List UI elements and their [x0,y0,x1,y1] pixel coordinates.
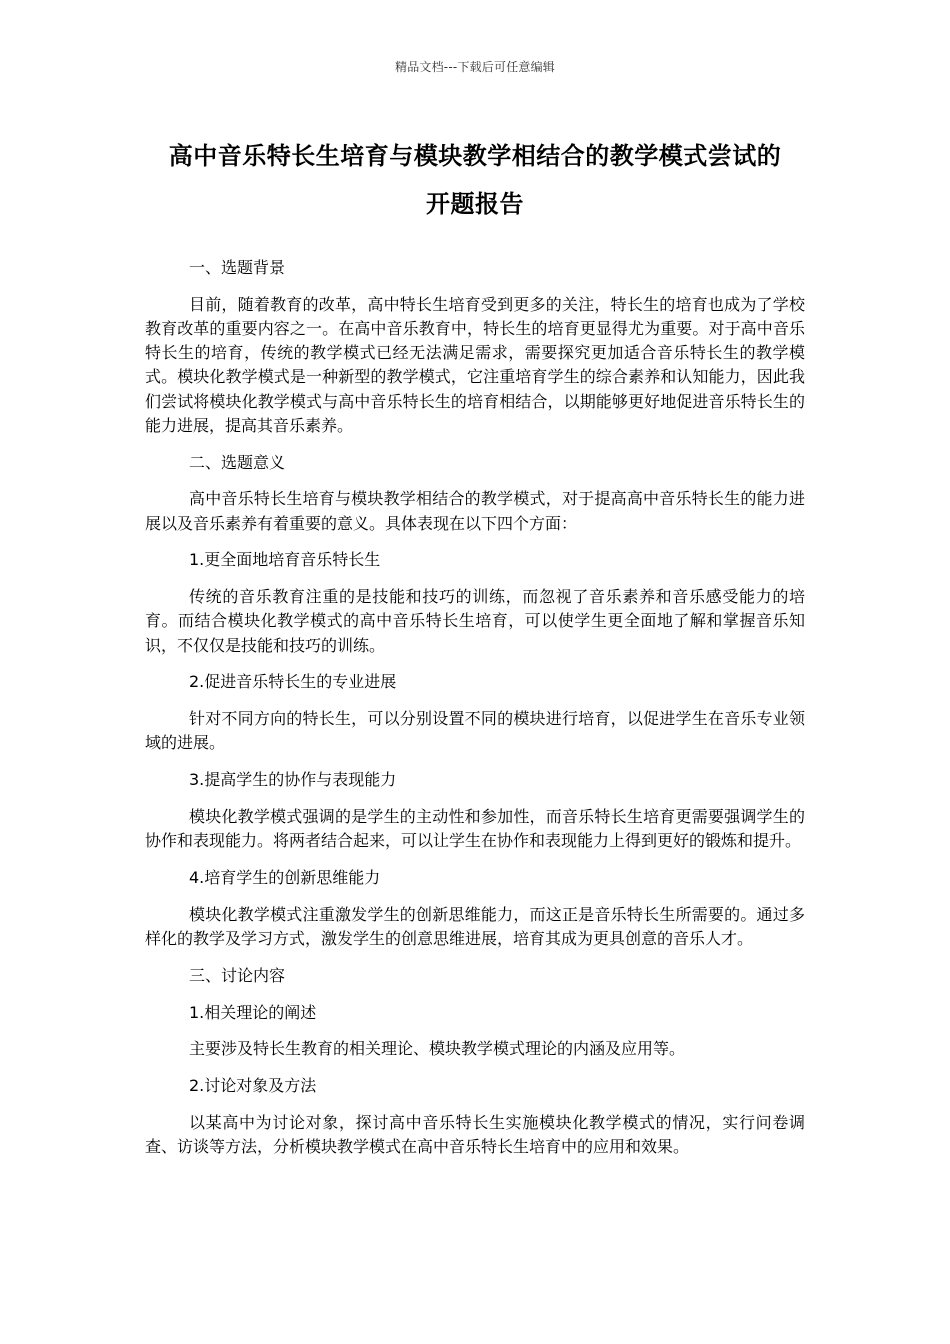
title-line-1: 高中音乐特长生培育与模块教学相结合的教学模式尝试的 [168,142,782,170]
paragraph-theory: 主要涉及特长生教育的相关理论、模块教学模式理论的内涵及应用等。 [189,1039,686,1059]
document-body [145,256,805,1172]
subheading-collaboration: 3.提高学生的协作与表现能力 [189,770,397,790]
paragraph-significance-intro: 高中音乐特长生培育与模块教学相结合的教学模式，对于提高高中音乐特长生的能力进展以及音乐素养有着重要的意义。具体表现在以下四个方面： [145,489,805,533]
section-heading-significance: 二、选题意义 [189,452,286,472]
document-title [120,132,830,228]
section-heading-background: 一、选题背景 [189,258,286,277]
paragraph-professional: 针对不同方向的特长生，可以分别设置不同的模块进行培育，以促进学生在音乐专业领域的进展。 [145,709,805,753]
subheading-professional: 2.促进音乐特长生的专业进展 [189,672,397,692]
paragraph-method: 以某高中为讨论对象，探讨高中音乐特长生实施模块化教学模式的情况，实行问卷调查、访谈等方法，分析模块教学模式在高中音乐特长生培育中的应用和效果。 [145,1112,805,1157]
paragraph-innovation: 模块化教学模式注重激发学生的创新思维能力，而这正是音乐特长生所需要的。通过多样化的教学及学习方式，激发学生的创意思维进展，培育其成为更具创意的音乐人才。 [145,904,805,948]
subheading-theory: 1.相关理论的阐述 [189,1002,317,1022]
subheading-method: 2.讨论对象及方法 [189,1076,317,1096]
subheading-comprehensive: 1.更全面地培育音乐特长生 [189,550,381,570]
header-note: 精品文档---下载后可任意编辑 [395,60,555,74]
subheading-innovation: 4.培育学生的创新思维能力 [189,868,381,887]
title-line-2: 开题报告 [426,190,524,218]
paragraph-collaboration: 模块化教学模式强调的是学生的主动性和参加性，而音乐特长生培育更需要强调学生的协作和表现能力。将两者结合起来，可以让学生在协作和表现能力上得到更好的锻炼和提升。 [145,807,805,851]
paragraph-comprehensive: 传统的音乐教育注重的是技能和技巧的训练，而忽视了音乐素养和音乐感受能力的培育。而结合模块化教学模式的高中音乐特长生培育，可以使学生更全面地了解和掌握音乐知识，不仅仅是技能和技巧的训练。 [145,587,805,655]
section-heading-content: 三、讨论内容 [189,965,286,985]
paragraph-background: 目前，随着教育的改革，高中特长生培育受到更多的关注，特长生的培育也成为了学校教育改革的重要内容之一。在高中音乐教育中，特长生的培育更显得尤为重要。对于高中音乐特长生的培育，传统的教学模式已经无法满足需求，需要探究更加适合音乐特长生的教学模式。模块化教学模式是一种新型的教学模式，它注重培育学生的综合素养和认知能力，因此我们尝试将模块化教学模式与高中音乐特长生的培育相结合，以期能够更好地促进音乐特长生的能力进展，提高其音乐素养。 [145,294,805,435]
